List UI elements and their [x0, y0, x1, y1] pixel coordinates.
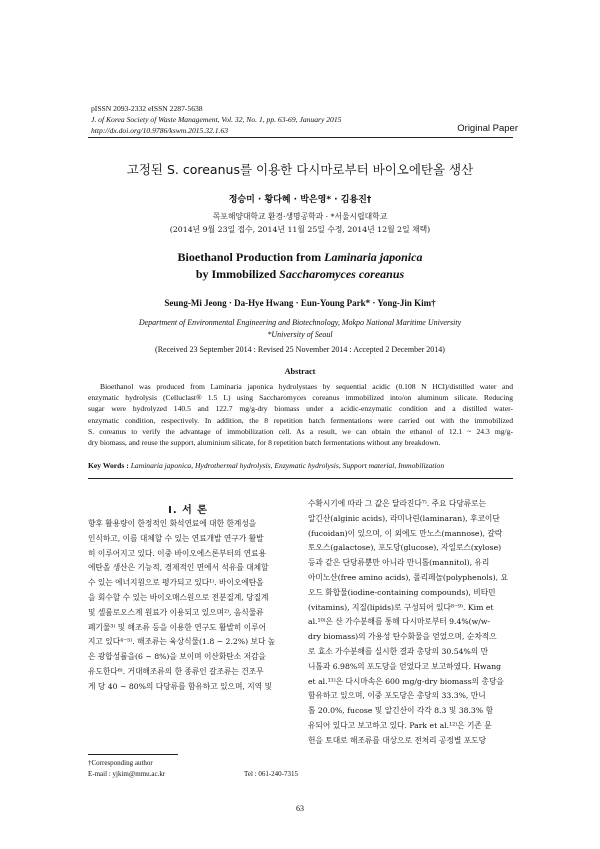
abstract-line: enzymatic hydrolysis (Celluclast® 1.5 L) using Saccharomyces coreanus immobilized into/on aluminum silicate. Reducing — [88, 393, 513, 403]
body-line: 은 광합성률을(6 ~ 8%)을 보이며 이산화탄소 저감을 — [88, 652, 266, 662]
body-line: 에탄올 생산은 기능적, 경제적인 면에서 석유를 대체할 — [88, 563, 269, 573]
authors-korean: 정승미 · 황다혜 · 박은영* · 김용진† — [228, 195, 372, 205]
abstract-line: enzymatic condition, respectively. In addition, the 8 repetition batch fermentations were carried out with the immobilized — [88, 415, 513, 425]
body-line: 폐기물³⁾ 및 해조류 등을 이용한 연구도 활발히 이루어 — [88, 622, 267, 632]
title-en-line1-italic: Laminaria japonica — [324, 250, 423, 264]
body-line: 니톨과 6.98%의 포도당을 얻었다고 보고하였다. Hwang — [308, 661, 502, 671]
issn: pISSN 2093-2332 eISSN 2287-5638 — [91, 104, 203, 113]
abstract-line: Bioethanol was produced from Laminaria japonica hydrolystaes by sequential acidic (0.108 N HCl)/distilled water and — [100, 382, 513, 391]
title-english — [0, 249, 600, 283]
body-line: (vitamins), 지질(lipids)로 구성되어 있다⁸⁻⁹⁾. Kim et — [308, 602, 494, 612]
title-en-line2-italic: Saccharomyces coreanus — [279, 267, 405, 281]
body-line: 아미노산(free amino acids), 폴리페놀(polyphenols), 요 — [308, 572, 508, 582]
body-line: 헌을 토대로 해조류를 대상으로 전처리 공정별 포도당 — [308, 735, 487, 745]
footnote-label: †Corresponding author — [88, 759, 153, 767]
section-heading-introduction: I. 서 론 — [168, 505, 208, 516]
footnote-email[interactable]: E-mail : yjkim@mmu.ac.kr — [88, 770, 166, 778]
footnote — [88, 758, 298, 780]
body-line: 알긴산(alginic acids), 라미나린(laminaran), 후코이단 — [308, 513, 500, 523]
body-line: 토오스(galactose), 포도당(glucose), 자일로스(xylose) — [308, 543, 502, 553]
affiliation-korean-block — [0, 210, 600, 236]
title-en-line1-prefix: Bioethanol Production from — [177, 250, 325, 264]
body-line: al.¹⁰⁾은 산 가수분해를 통해 다시마로부터 9.4%(w/w- — [308, 617, 491, 627]
abstract-line: dry biomass, and reuse the support, aluminium silicate, for 8 repetition batch fermentations without any breakdown. — [88, 438, 441, 448]
abstract-heading: Abstract — [284, 367, 316, 376]
body-line: 수확시기에 따라 그 값은 달라진다⁷⁾. 주요 다당류로는 — [308, 499, 487, 508]
footnote-tel: Tel : 061-240-7315 — [244, 770, 298, 778]
body-line: 히 이루어지고 있다. 이중 바이오에스론부터의 연료용 — [88, 548, 267, 558]
keywords-text: Laminaria japonica, Hydrothermal hydrolysis, Enzymatic hydrolysis, Support material, Immobilization — [130, 461, 445, 470]
doi-link[interactable]: http://dx.doi.org/10.9786/kswm.2015.32.1.63 — [91, 126, 229, 135]
body-line: 향후 활용량이 한정적인 화석연료에 대한 한계성을 — [88, 519, 257, 528]
affiliation-korean: 목포해양대학교 환경·생명공학과 · *서울시립대학교 — [212, 212, 388, 221]
journal-header — [91, 103, 341, 136]
body-line: 지고 있다⁴⁻⁵⁾. 해조류는 육상식물(1.8 ~ 2.2%) 보다 높 — [88, 637, 276, 647]
affiliation-english-1: Department of Environmental Engineering and Biotechnology, Mokpo National Maritime University — [138, 318, 462, 327]
page-number: 63 — [296, 804, 304, 813]
keywords-label: Key Words : — [88, 461, 131, 470]
title-en-line2-prefix: by Immobilized — [195, 267, 280, 281]
body-line: 인식하고, 이를 대체할 수 있는 연료개발 연구가 활발 — [88, 533, 264, 543]
received-english: (Received 23 September 2014 : Revised 25 November 2014 : Accepted 2 December 2014) — [155, 345, 445, 354]
header-divider — [88, 137, 513, 138]
keywords — [88, 461, 513, 470]
journal-citation: J. of Korea Society of Waste Management, Vol. 32, No. 1, pp. 63-69, January 2015 — [91, 115, 342, 124]
left-column — [88, 517, 298, 695]
body-line: 로 효소 가수분해를 실시한 결과 총당의 30.54%의 만 — [308, 646, 489, 656]
body-line: 게 당 40 ~ 80%의 다당류를 함유하고 있으며, 지역 및 — [88, 681, 272, 691]
body-line: 유도한다⁶⁾. 거대해조류의 한 종류인 갈조류는 건조무 — [88, 666, 264, 676]
paper-type-label: Original Paper — [457, 123, 518, 134]
body-line: 수 있는 에너지원으로 평가되고 있다¹⁾. 바이오에탄올 — [88, 578, 264, 588]
body-line: 및 셀룰로오스계 원료가 이용되고 있으며²⁾, 음식물류 — [88, 607, 264, 617]
body-line: 을 회수할 수 있는 바이오매스원으로 전분질계, 당질계 — [88, 592, 269, 602]
abstract-divider — [88, 478, 513, 479]
body-line: et al.¹¹⁾은 다시마속은 600 mg/g-dry biomass의 총당을 — [308, 676, 504, 686]
footnote-divider — [88, 754, 178, 755]
body-line: 톨 20.0%, fucose 및 알긴산이 각각 8.3 및 38.3% 함 — [308, 706, 493, 716]
abstract-body — [88, 381, 513, 448]
body-line: 유되어 있다고 보고하고 있다. Park et al.¹²⁾은 기존 문 — [308, 720, 492, 730]
body-line: 함유하고 있으며, 이중 포도당은 총당의 33.3%, 만니 — [308, 691, 486, 701]
body-line: 등과 같은 단당류뿐만 아니라 만니톨(mannitol), 유리 — [308, 558, 490, 568]
body-line: dry biomass)의 가용성 탄수화물을 얻었으며, 순차적으 — [308, 632, 497, 642]
title-korean: 고정된 S. coreanus를 이용한 다시마로부터 바이오에탄올 생산 — [126, 162, 474, 177]
abstract-line: S. coreanus to verify the advantage of immobilization cell. As a result, we can obtain the ethanol of 12.1 ~ 24.3 mg/g- — [88, 426, 513, 436]
affiliation-english-block — [0, 317, 600, 341]
abstract-line: sugar were hydrolyzed 140.5 and 122.7 mg/g-dry biomass under a acidic-enzymatic condition and a distilled water- — [88, 404, 513, 414]
body-line: 오드 화합물(iodine-containing compounds), 비타민 — [308, 587, 496, 597]
body-line: (fucoidan)이 있으며, 이 외에도 만노스(mannose), 갈락 — [308, 528, 503, 538]
authors-english: Seung-Mi Jeong · Da-Hye Hwang · Eun-Young Park* · Yong-Jin Kim† — [164, 298, 436, 308]
received-korean: (2014년 9월 23일 접수, 2014년 11월 25일 수정, 2014년 12월 2일 채택) — [169, 225, 431, 234]
right-column — [308, 497, 518, 749]
affiliation-english-2: *University of Seoul — [267, 330, 333, 339]
